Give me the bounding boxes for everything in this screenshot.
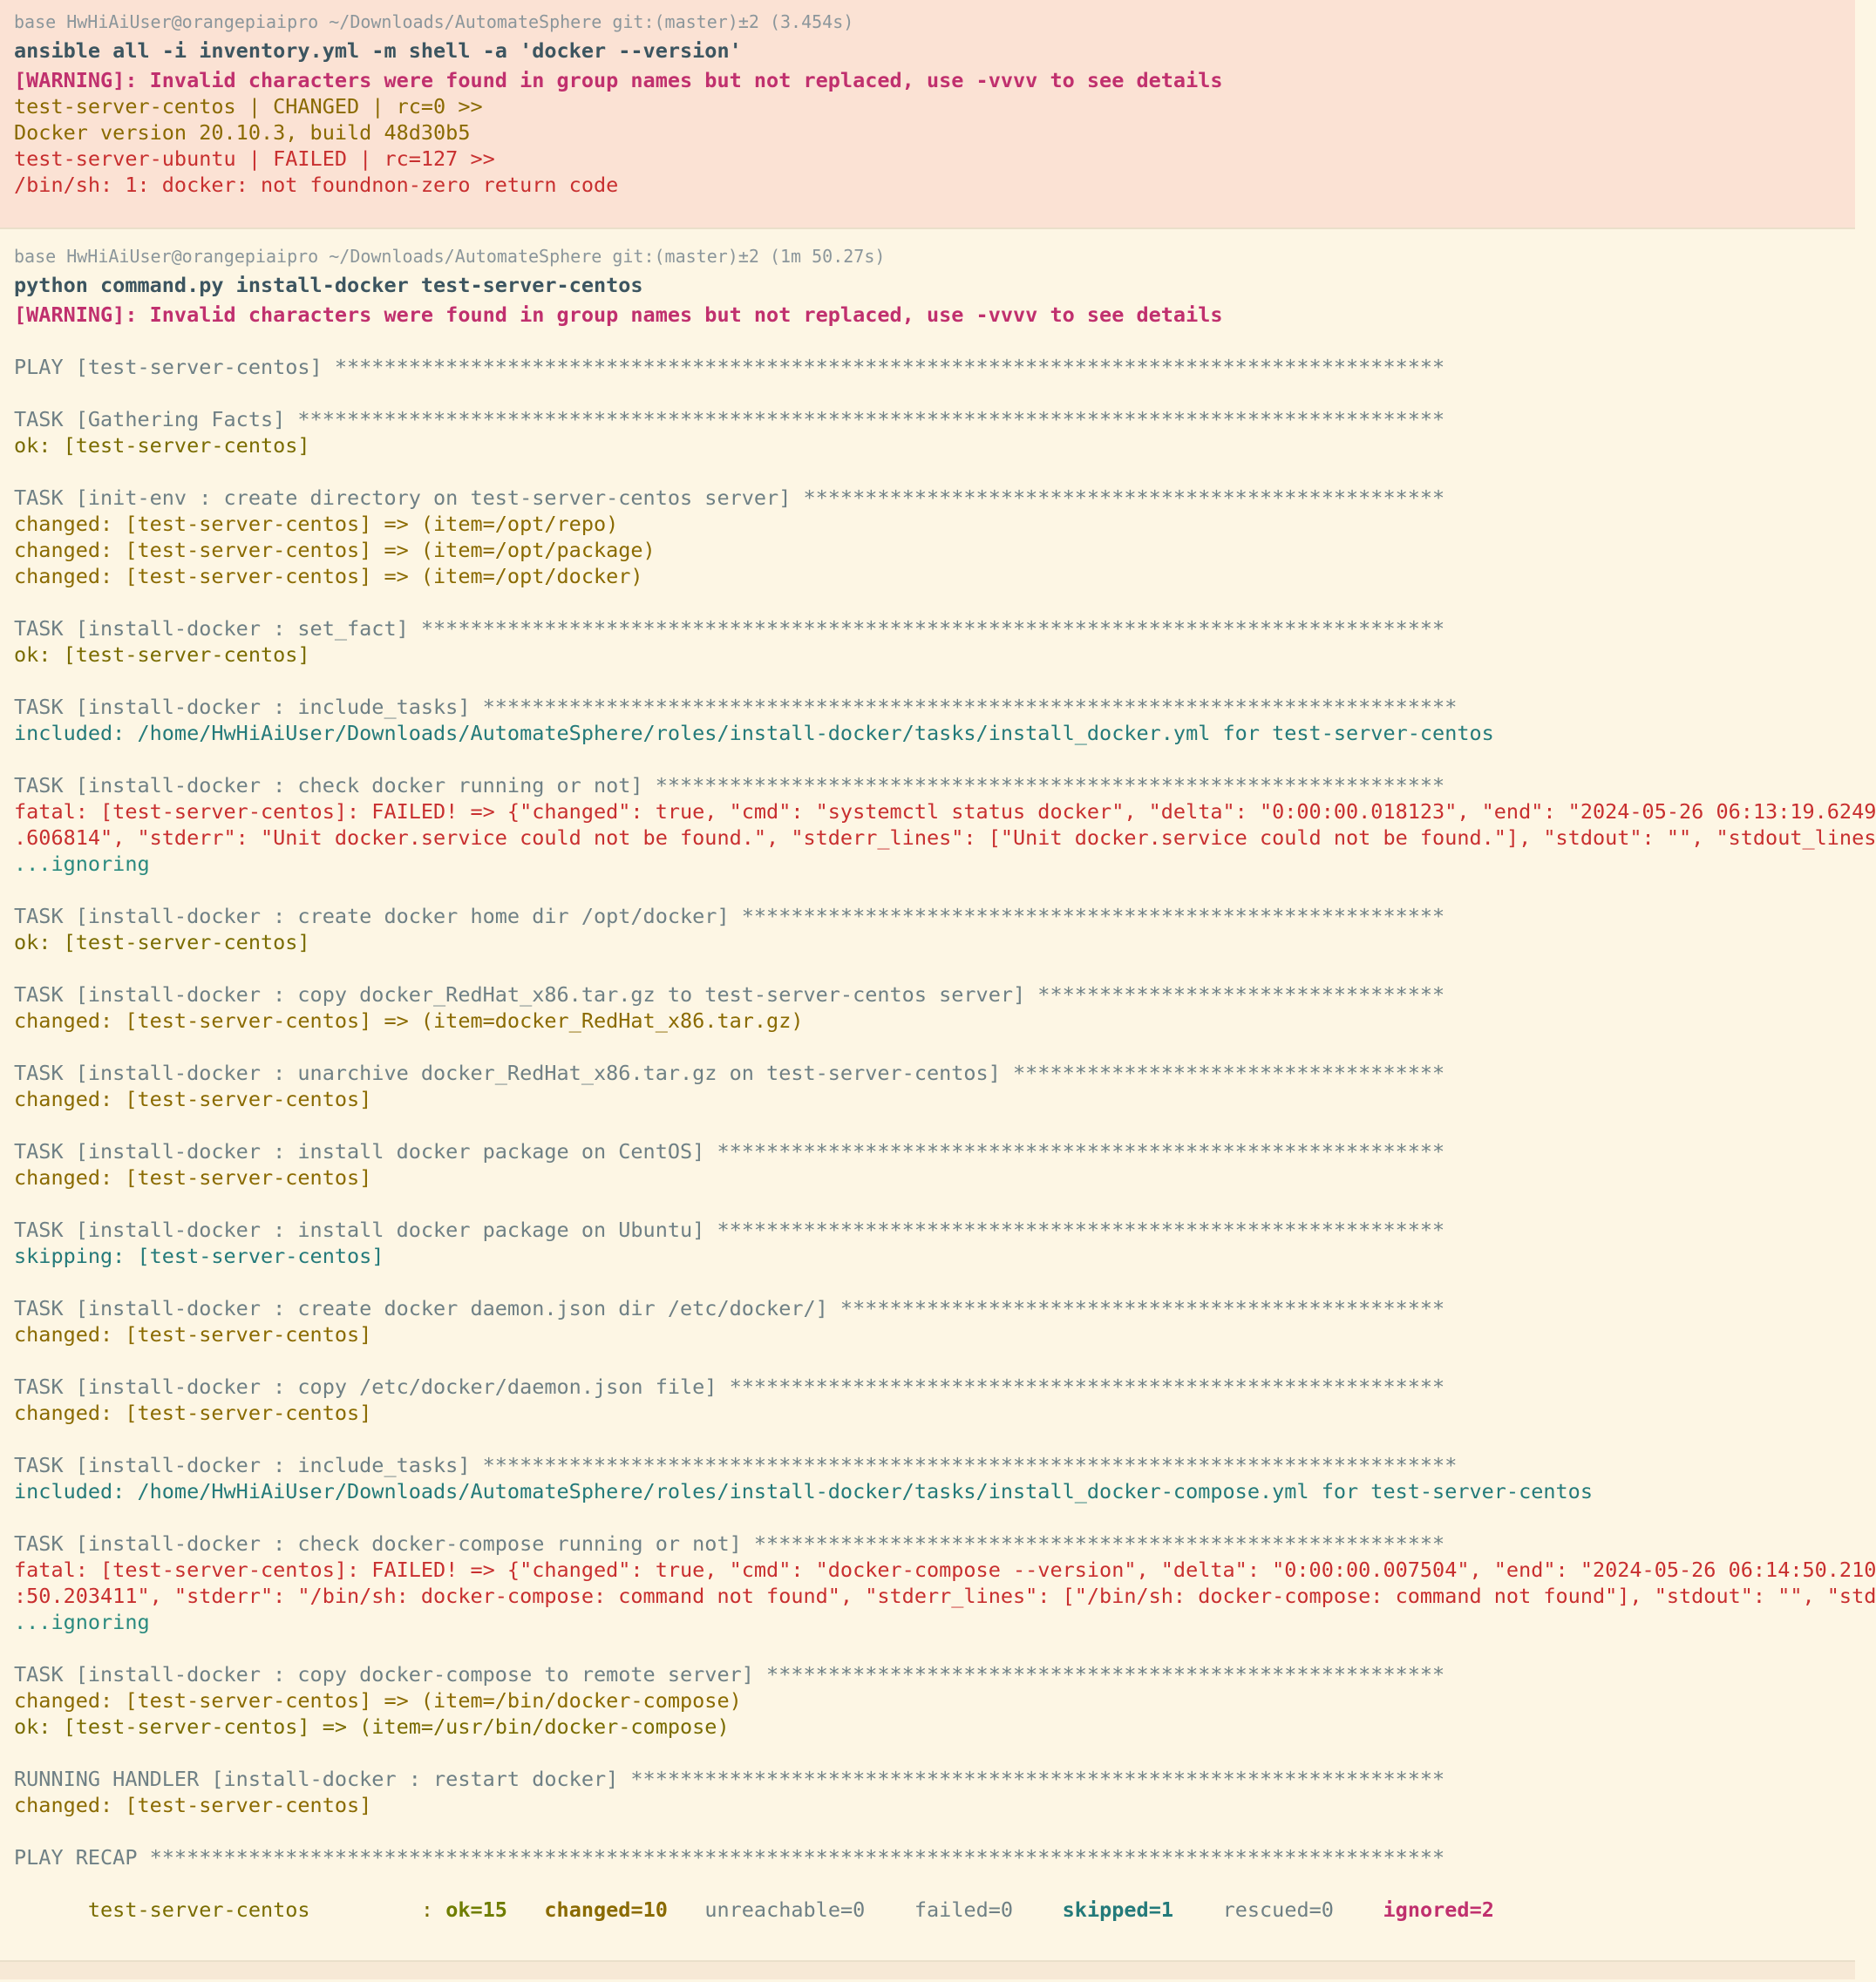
blank-line	[14, 1191, 1841, 1217]
command-line[interactable]: ansible all -i inventory.yml -m shell -a 'docker --version'	[14, 38, 742, 63]
output-line-header: TASK [install-docker : include_tasks] *******************************************************************************	[14, 1453, 1458, 1477]
output-line-header: TASK [init-env : create directory on test-server-centos server] ****************************************************	[14, 485, 1445, 510]
output-line-included: included: /home/HwHiAiUser/Downloads/AutomateSphere/roles/install-docker/tasks/install_docker.yml for test-server-centos	[14, 721, 1494, 745]
recap-changed: changed=10	[544, 1897, 668, 1922]
output-line-ignoring: ...ignoring	[14, 1610, 150, 1634]
blank-line	[14, 1635, 1841, 1661]
recap-unreachable: unreachable=0	[704, 1897, 866, 1922]
output-line-header: TASK [install-docker : unarchive docker_RedHat_x86.tar.gz on test-server-centos] ***********************************	[14, 1061, 1445, 1085]
output-line-plain: test-server-ubuntu | FAILED | rc=127 >>	[14, 146, 495, 171]
output-line-fatal: fatal: [test-server-centos]: FAILED! => {"changed": true, "cmd": "docker-compose --version", "delta": "0:00:00.007504", "end": "2024-05-26 06:14:50.210	[14, 1558, 1876, 1582]
blank-line	[14, 1347, 1841, 1374]
output-line-changed: changed: [test-server-centos] => (item=/bin/docker-compose)	[14, 1688, 742, 1713]
output-line-header: TASK [install-docker : copy docker-compose to remote server] *******************************************************	[14, 1662, 1445, 1687]
command-block-1[interactable]	[0, 0, 1855, 229]
blank-line	[14, 458, 1841, 485]
prompt-meta: base HwHiAiUser@orangepiaipro ~/Downloads/AutomateSphere git:(master)±2 (3.454s)	[14, 11, 854, 32]
output-line-header: TASK [install-docker : check docker-compose running or not] ********************************************************	[14, 1531, 1445, 1556]
output-line-ok: ok: [test-server-centos]	[14, 642, 310, 667]
recap-failed: failed=0	[914, 1897, 1014, 1922]
output-line-header: TASK [install-docker : install docker package on CentOS] ***********************************************************	[14, 1139, 1445, 1164]
output-line-header: PLAY [test-server-centos] ******************************************************************************************	[14, 355, 1445, 379]
output-line-ignoring: ...ignoring	[14, 852, 150, 876]
blank-line	[14, 877, 1841, 903]
output-line-header: TASK [install-docker : set_fact] ***********************************************************************************	[14, 616, 1445, 641]
blank-line	[14, 380, 1841, 406]
recap-ignored: ignored=2	[1383, 1897, 1494, 1922]
output-line-changed: changed: [test-server-centos] => (item=/opt/package)	[14, 538, 656, 562]
output-line-included: included: /home/HwHiAiUser/Downloads/AutomateSphere/roles/install-docker/tasks/install_docker-compose.yml for test-server-centos	[14, 1479, 1593, 1503]
recap-rescued: rescued=0	[1222, 1897, 1334, 1922]
output-line-warn: [WARNING]: Invalid characters were found in group names but not replaced, use -vvvv to see details	[14, 68, 1223, 92]
output-line-ok: ok: [test-server-centos] => (item=/usr/bin/docker-compose)	[14, 1714, 730, 1739]
output-lines	[14, 67, 1841, 198]
output-line-changed: test-server-centos | CHANGED | rc=0 >>	[14, 94, 483, 119]
output-line-changed: changed: [test-server-centos]	[14, 1401, 372, 1425]
play-recap-row	[14, 1870, 1841, 1922]
output-line-fatal: .606814", "stderr": "Unit docker.service could not be found.", "stderr_lines": ["Unit docker.service could not be found."], "stdout": "", "stdout_lines	[14, 825, 1876, 850]
output-line-warn: [WARNING]: Invalid characters were found in group names but not replaced, use -vvvv to see details	[14, 302, 1223, 327]
blank-line	[14, 1740, 1841, 1766]
recap-ok: ok=15	[445, 1897, 507, 1922]
output-line-changed: changed: [test-server-centos] => (item=docker_RedHat_x86.tar.gz)	[14, 1008, 804, 1033]
blank-line	[14, 589, 1841, 615]
blank-line	[14, 1504, 1841, 1531]
output-line-header: TASK [install-docker : check docker running or not] ****************************************************************	[14, 773, 1445, 798]
output-line-header: TASK [install-docker : create docker daemon.json dir /etc/docker/] *************************************************	[14, 1296, 1445, 1320]
output-line-changed: changed: [test-server-centos]	[14, 1322, 372, 1347]
output-lines	[14, 302, 1876, 1870]
blank-line	[14, 1112, 1841, 1138]
blank-line	[14, 955, 1841, 981]
blank-line	[14, 1269, 1841, 1295]
output-line-fatal: :50.203411", "stderr": "/bin/sh: docker-compose: command not found", "stderr_lines": ["/bin/sh: docker-compose: command not found"], "stdout": "", "std	[14, 1584, 1876, 1608]
output-line-header: TASK [Gathering Facts] *********************************************************************************************	[14, 407, 1445, 431]
blank-line	[14, 1426, 1841, 1452]
blank-line	[14, 668, 1841, 694]
output-line-header: TASK [install-docker : copy /etc/docker/daemon.json file] **********************************************************	[14, 1375, 1445, 1399]
output-line-header: TASK [install-docker : copy docker_RedHat_x86.tar.gz to test-server-centos server] *********************************	[14, 982, 1445, 1007]
blank-line	[14, 1034, 1841, 1060]
prompt-meta: base HwHiAiUser@orangepiaipro ~/Downloads/AutomateSphere git:(master)±2 (1m 50.27s)	[14, 246, 886, 267]
recap-host: test-server-centos :	[87, 1897, 446, 1922]
next-prompt-strip	[0, 1962, 1855, 1979]
command-block-2[interactable]	[0, 229, 1876, 1962]
output-line-header: RUNNING HANDLER [install-docker : restart docker] ******************************************************************	[14, 1767, 1445, 1791]
output-line-ok: ok: [test-server-centos]	[14, 930, 310, 954]
output-line-changed: changed: [test-server-centos]	[14, 1165, 372, 1190]
output-line-header: TASK [install-docker : include_tasks] *******************************************************************************	[14, 695, 1458, 719]
output-line-changed: changed: [test-server-centos]	[14, 1793, 372, 1817]
blank-line	[14, 1818, 1841, 1844]
output-line-fatal: fatal: [test-server-centos]: FAILED! => {"changed": true, "cmd": "systemctl status docker", "delta": "0:00:00.018123", "end": "2024-05-26 06:13:19.6249	[14, 799, 1876, 824]
output-line-ok: ok: [test-server-centos]	[14, 433, 310, 458]
output-line-skip: skipping: [test-server-centos]	[14, 1244, 384, 1268]
output-line-changed: changed: [test-server-centos] => (item=/opt/docker)	[14, 564, 643, 588]
blank-line	[14, 328, 1841, 354]
output-line-header: PLAY RECAP *********************************************************************************************************	[14, 1845, 1445, 1870]
output-line-plain: /bin/sh: 1: docker: not foundnon-zero return code	[14, 173, 619, 197]
command-line[interactable]: python command.py install-docker test-server-centos	[14, 273, 643, 297]
output-line-header: TASK [install-docker : create docker home dir /opt/docker] *********************************************************	[14, 904, 1445, 928]
output-line-changed: changed: [test-server-centos] => (item=/opt/repo)	[14, 512, 619, 536]
recap-skipped: skipped=1	[1062, 1897, 1173, 1922]
output-line-header: TASK [install-docker : install docker package on Ubuntu] ***********************************************************	[14, 1218, 1445, 1242]
output-line-changed: Docker version 20.10.3, build 48d30b5	[14, 120, 471, 145]
output-line-changed: changed: [test-server-centos]	[14, 1087, 372, 1111]
blank-line	[14, 746, 1841, 772]
